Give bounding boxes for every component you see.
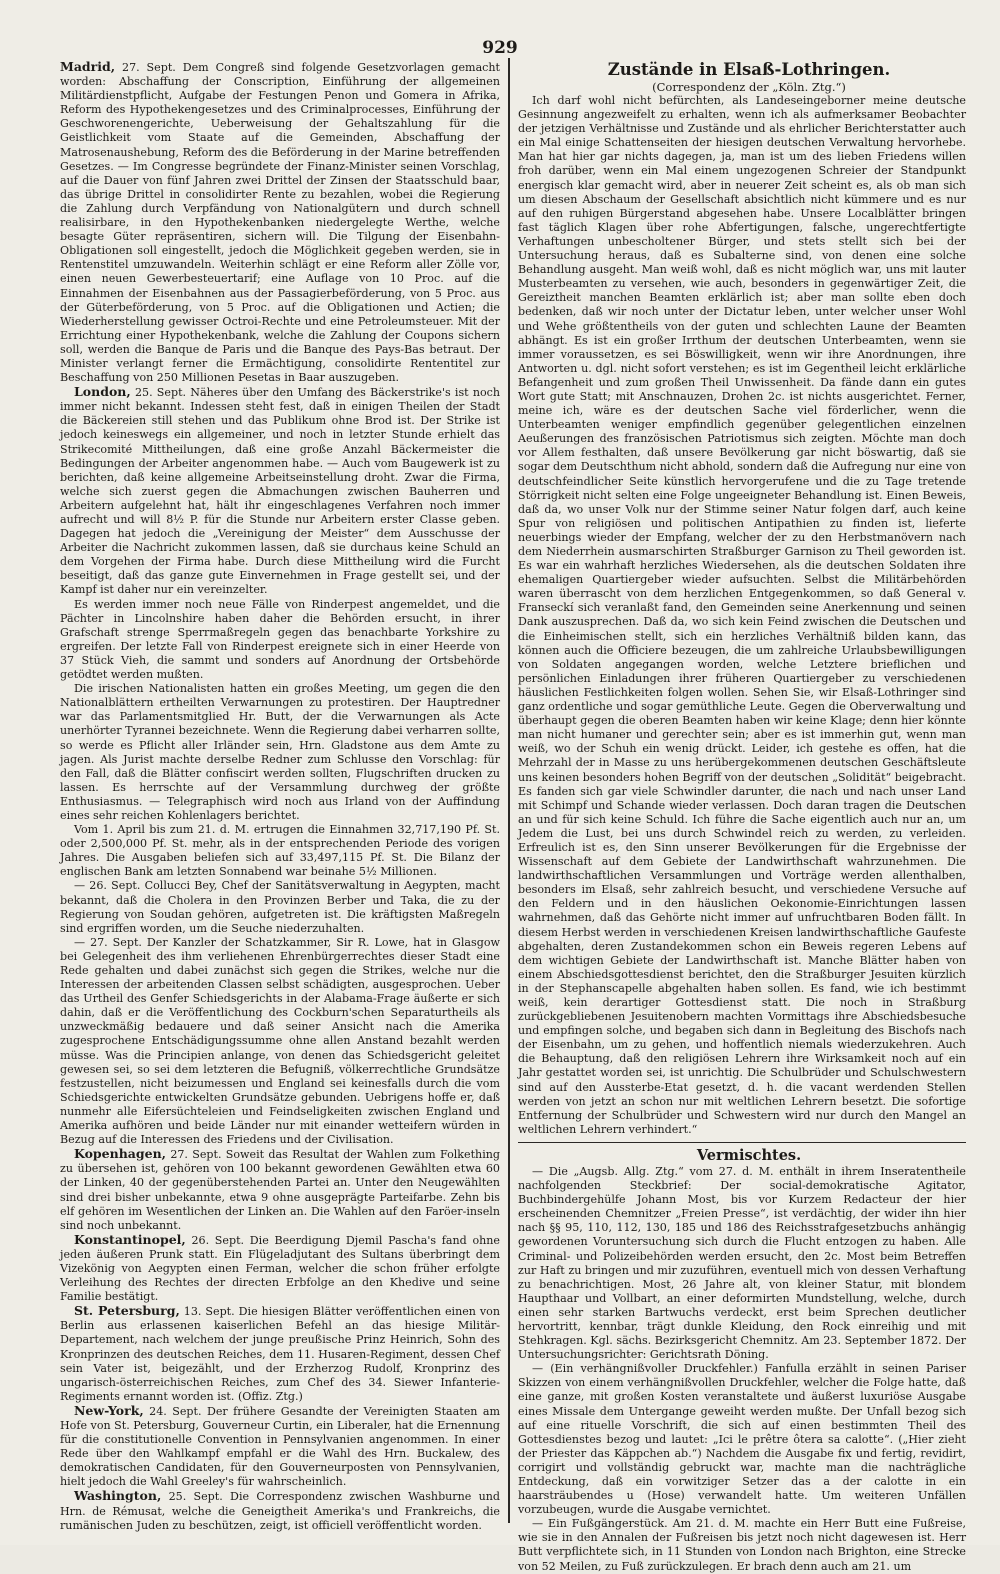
article-madrid-text: 27. Sept. Dem Congreß sind folgende Gesetzvorlagen gemacht worden: Abschaffung der Conscription, Einführung der allgemeinen Militärdienstpflicht, Aufgabe der Festungen Penon und Gomera in Afrika, Reform des Hypothekengesetzes und des Criminalprocesses, Einführung der Geschworenengerichte, Ueberweisung der Gehaltszahlung für die Geistlichkeit vom Staate auf die Gemeinden, Abschaffung der Matrosenaushebung, Reform des die Beförderung in der Marine betreffenden Gesetzes. — Im Congresse begründete der Finanz-Minister seinen Vorschlag, auf die Dauer von fünf Jahren zwei Drittel der Zinsen der Staatsschuld baar, das übrige Drittel in consolidirter Rente zu bezahlen, wobei die Regierung die Zahlung durch Verpfändung von Nationalgütern und durch schnell realisirbare, in den Hypothekenbanken niedergelegte Werthe, welche besagte Güter repräsentiren, sichern will. Die Tilgung der Eisenbahn-Obligationen soll eingestellt, jedoch die Möglichkeit gegeben werden, sie in Rentenstitel umzuwandeln. Weiterhin schlägt er eine Reform aller Zölle vor, einen neuen Gewerbesteuertarif; eine Auflage von 10 Proc. auf die Einnahmen der Eisenbahnen aus der Passagierbeförderung, von 5 Proc. aus der Güterbeförderung, von 5 Proc. auf die Obligationen und Actien; die Wiederherstellung gewisser Octroi-Rechte und eine Petroleumsteuer. Mit der Errichtung einer Hypothekenbank, welche die Zahlung der Coupons sichern soll, werden die Banque de Paris und die Banque des Pays-Bas betraut. Der Minister verlangt ferner die Ermächtigung, consolidirte Rententitel zur Beschaffung von 250 Millionen Pesetas in Baar auszugeben. [60, 61, 500, 385]
dateline-washington: Washington, [74, 1488, 162, 1504]
dateline-kopenhagen: Kopenhagen, [74, 1146, 167, 1162]
misc-item-druckfehler: — (Ein verhängnißvoller Druckfehler.) Fanfulla erzählt in seinen Pariser Skizzen von einem verhängnißvollen Druckfehler, welcher die Folge hatte, daß eine ganze, mit großen Kosten veranstaltete und äußerst luxuriöse Ausgabe eines Missale dem Untergange geweiht werden mußte. Der Unfall bezog sich auf eine rituelle Vorschrift, die sich auf einen bestimmten Theil des Gottesdienstes bezog und lautet: „Ici le prêtre ôtera sa calotte“. („Hier zieht der Priester das Käppchen ab.“) Nachdem die Ausgabe fix und fertig, revidirt, corrigirt und vollständig gebruckt war, machte man die nachträgliche Entdeckung, daß ein vorwitziger Setzer das a der calotte in ein haarsträubendes u (Hose) verwandelt hatte. Um weiteren Unfällen vorzubeugen, wurde die Ausgabe vernichtet. [518, 1362, 966, 1517]
article-kopenhagen [60, 1147, 500, 1233]
article-petersburg [60, 1304, 500, 1404]
column-divider [508, 58, 510, 1523]
article-washington-text: 25. Sept. Die Correspondenz zwischen Washburne und Hrn. de Rémusat, welche die Geneigtheit Amerika's und Frankreichs, die rumänischen Juden zu beschützen, zeigt, ist officiell veröffentlicht worden. [60, 1490, 500, 1532]
misc-item-fussgaenger: — Ein Fußgängerstück. Am 21. d. M. machte ein Herr Butt eine Fußreise, wie sie in den Annalen der Fußreisen bis jetzt noch nicht dagewesen ist. Herr Butt verpflichtete sich, in 11 Stunden von London nach Brighton, eine Strecke von 52 Meilen, zu Fuß zurückzulegen. Er brach denn auch am 21. um [518, 1517, 966, 1573]
article-newyork [60, 1404, 500, 1490]
article-london-p2: Es werden immer noch neue Fälle von Rinderpest angemeldet, und die Pächter in Lincolnshire haben daher die Behörden ersucht, in ihrer Grafschaft strenge Sperrmaßregeln gegen das benachbarte Yorkshire zu ergreifen. Der letzte Fall von Rinderpest ereignete sich in einer Heerde von 37 Stück Vieh, die sammt und sonders auf Anordnung der Ortsbehörde getödtet werden mußten. [60, 597, 500, 682]
article-elsass-body: Ich darf wohl nicht befürchten, als Landeseingeborner meine deutsche Gesinnung angezweifelt zu erhalten, wenn ich als aufmerksamer Beobachter der jetzigen Verhältnisse und Zustände und als ehrlicher Berichterstatter auch ein Mal einige Schattenseiten der hiesigen deutschen Verwaltung hervorhebe. Man hat hier gar nichts dagegen, ja, man ist um des lieben Friedens willen froh darüber, wenn ein Mal einem ungezogenen Schreier der Standpunkt energisch klar gemacht wird, aber in neuerer Zeit scheint es, als ob man sich um diesen Abschaum der Gesellschaft absichtlich nicht kümmere und es nur auf den ruhigen Bürgerstand abgesehen habe. Unsere Localblätter bringen fast täglich Klagen über rohe Abfertigungen, falsche, ungerechtfertigte Verhaftungen unbescholtener Bürger, und stets stellt sich bei der Untersuchung heraus, daß es Subalterne sind, von denen eine solche Behandlung ausgeht. Man weiß wohl, daß es nicht möglich war, uns mit lauter Musterbeamten zu versehen, wie auch, besonders in gegenwärtiger Zeit, die Gereiztheit manchen Beamten erklärlich ist; aber man sollte eben doch bedenken, daß wir noch unter der Dictatur leben, unter welcher unser Wohl und Wehe größtentheils von der guten und schlechten Laune der Beamten abhängt. Es ist ein großer Irrthum der deutschen Unterbeamten, wenn sie immer voraussetzen, es sei Böswilligkeit, wenn wir ihre Anordnungen, ihre Antworten u. dgl. nicht sofort verstehen; es ist im Gegentheil leicht erklärliche Befangenheit und zum großen Theil Unwissenheit. Da fände dann ein gutes Wort gute Statt; mit Anschnauzen, Drohen 2c. ist nichts ausgerichtet. Ferner, meine ich, wäre es der deutschen Sache viel förderlicher, wenn die Unterbeamten weniger empfindlich gegenüber gelegentlichen einzelnen Aeußerungen des französischen Patriotismus sich zeigten. Möchte man doch vor Allem festhalten, daß unsere Bevölkerung gar nicht böswartig, daß sie sogar dem Deutschthum nicht abhold, sondern daß die Aufregung nur eine von deutschfeindlicher Seite künstlich hervorgerufene und die zu Tage tretende Störrigkeit nicht selten eine Folge ungeeigneter Behandlung ist. Einen Beweis, daß da, wo unser Volk nur der Stimme seiner Natur folgen darf, auch keine Spur von religiösen und politischen Antipathien zu finden ist, lieferte neuerbings wieder der Empfang, welcher der zu den Herbstmanövern nach dem Niederrhein ausmarschirten Straßburger Garnison zu Theil geworden ist. Es war ein wahrhaft herzliches Wiedersehen, als die deutschen Soldaten ihre ehemaligen Quartiergeber wieder aufsuchten. Selbst die Militärbehörden waren überrascht von dem herzlichen Entgegenkommen, so daß General v. Franseckí sich veranlaßt fand, den Gemeinden seine Anerkennung und seinen Dank auszusprechen. Daß da, wo sich kein Feind zwischen die Deutschen und die Einheimischen stellt, sich ein herzliches Verhältniß bilden kann, das können auch die Officiere bezeugen, die um zahlreiche Urlaubsbewilligungen von Soldaten angegangen worden, welche Letztere brieflichen und persönlichen Einladungen ihrer früheren Quartiergeber zu verschiedenen häuslichen Festlichkeiten folgen wollen. Sehen Sie, wir Elsaß-Lothringer sind ganz ordentliche und sogar gemüthliche Leute. Gegen die Oberverwaltung und überhaupt gegen die oberen Beamten haben wir keine Klage; denn hier könnte man nicht humaner und gerechter sein; aber es ist immerhin gut, wenn man weiß, wo der Schuh ein wenig drückt. Leider, ich gestehe es offen, hat die Mehrzahl der in Masse zu uns herübergekommenen deutschen Geschäftsleute uns keinen besonders hohen Begriff von der deutschen „Solidität“ beigebracht. Es fanden sich gar viele Schwindler darunter, die nach und nach unser Land mit Schimpf und Schande wieder verlassen. Doch daran tragen die Deutschen an und für sich keine Schuld. Ich führe die Sache eigentlich auch nur an, um Jedem die Lust, bei uns durch Schwindel reich zu werden, zu verleiden. Erfreulich ist es, den Sinn unserer Bevölkerungen für die Ergebnisse der Wissenschaft auf dem Gebiete der Landwirthschaft wahrzunehmen. Die landwirthschaftlichen Versammlungen und Vorträge werden allenthalben, besonders im Elsaß, sehr zahlreich besucht, und verschiedene Versuche auf den Feldern und in den häuslichen Oekonomie-Einrichtungen lassen wahrnehmen, daß das Gehörte nicht immer auf unfruchtbaren Boden fällt. In diesem Herbst werden in verschiedenen Kreisen landwirthschaftliche Gaufeste abgehalten, deren Zustandekommen schon ein Beweis regeren Lebens auf dem wichtigen Gebiete der Landwirthschaft ist. Manche Blätter haben von einem Abschiedsgottesdienst berichtet, den die Straßburger Jesuiten kürzlich in der Stephanscapelle abgehalten haben sollen. Es fand, wie ich bestimmt weiß, kein derartiger Gottesdienst statt. Die noch in Straßburg zurückgebliebenen Jesuitenobern machten Vormittags ihre Abschiedsbesuche und empfingen solche, und begaben sich dann in Begleitung des Bischofs nach der Eisenbahn, um zu gehen, und hoffentlich niemals wiederzukehren. Auch die Behauptung, daß den religiösen Lehrern ihre Wirksamkeit noch auf ein Jahr gestattet worden sei, ist unrichtig. Die Schulbrüder und Schulschwestern sind auf den Aussterbe-Etat gesetzt, d. h. die vacant werdenden Stellen werden von jetzt an schon nur mit weltlichen Lehrern besetzt. Die sofortige Entfernung der Schulbrüder und Schwestern wird nur durch den Mangel an weltlichen Lehrern verhindert.“ [518, 94, 966, 1136]
article-washington [60, 1489, 500, 1532]
dateline-newyork: New-York, [74, 1402, 144, 1418]
page-number: 929 [482, 38, 518, 58]
dateline-konstantinopel: Konstantinopel, [74, 1231, 186, 1247]
article-london-p1: 25. Sept. Näheres über den Umfang des Bäckerstrike's ist noch immer nicht bekannt. Indessen steht fest, daß in einigen Theilen der Stadt die Bäckereien still stehen und das Publikum ohne Brod ist. Der Strike ist jedoch keineswegs ein allgemeiner, und noch in letzter Stunde erhielt das Strikecomité Mittheilungen, daß eine große Anzahl Bäckermeister die Bedingungen der Arbeiter angenommen habe. — Auch vom Baugewerk ist zu berichten, daß keine allgemeine Arbeitseinstellung droht. Zwar die Firma, welche sich zuerst gegen die Abmachungen zwischen Bauherren und Arbeitern aufgelehnt hat, hält ihr eingeschlagenes Verfahren noch immer aufrecht und will 8½ P. für die Stunde nur Arbeitern erster Classe geben. Dagegen hat jedoch die „Vereinigung der Meister“ dem Ausschusse der Arbeiter die Nachricht zukommen lassen, daß sie durchaus keine Schuld an dem Vorgehen der Firma habe. Durch diese Mittheilung wird die Furcht beseitigt, daß das ganze gute Einvernehmen in Frage gestellt sei, und der Kampf ist daher nur ein vereinzelter. [60, 386, 500, 597]
article-madrid [60, 60, 500, 385]
section-heading: Vermischtes. [696, 1146, 802, 1164]
article-london-p6: — 27. Sept. Der Kanzler der Schatzkammer, Sir R. Lowe, hat in Glasgow bei Gelegenheit des ihm verliehenen Ehrenbürgerrechtes dieser Stadt eine Rede gehalten und dabei zunächst sich gegen die Strikes, welche nur die Interessen der arbeitenden Classen selbst schädigten, ausgesprochen. Ueber das Urtheil des Genfer Schiedsgerichts in der Alabama-Frage äußerte er sich dahin, daß er die Veröffentlichung des Cockburn'schen Separaturtheils als unzweckmäßig bedauere und daß seiner Ansicht nach die Amerika zugesprochene Entschädigungssumme ohne allen Anstand bezahlt werden müsse. Was die Principien anlange, von denen das Schiedsgericht geleitet gewesen sei, so sei dem letzteren die Befugniß, völkerrechtliche Grundsätze festzustellen, nicht beizumessen und England sei keinesfalls durch die vom Schiedsgerichte entwickelten Grundsätze gebunden. Uebrigens hoffe er, daß nunmehr alle Eifersüchteleien und Feindseligkeiten zwischen England und Amerika aufhören und beide Länder nur mit einander wetteifern würden in Bezug auf die Interessen des Friedens und der Civilisation. [60, 935, 500, 1147]
article-konstantinopel [60, 1233, 500, 1304]
left-column [60, 60, 500, 1530]
dateline-petersburg: St. Petersburg, [74, 1303, 180, 1319]
article-headline: Zustände in Elsaß-Lothringen. [607, 60, 891, 79]
article-london-p3: Die irischen Nationalisten hatten ein großes Meeting, um gegen die den Nationalblättern ertheilten Verwarnungen zu protestiren. Der Hauptredner war das Parlamentsmitglied Hr. Butt, der die Verwarnungen als Acte unerhörter Tyrannei bezeichnete. Wenn die Regierung dabei verharren sollte, so werde es Pflicht aller Irländer sein, Hrn. Gladstone aus dem Amte zu jagen. Als Jurist machte derselbe Redner zum Schlusse den Vorschlag: für den Fall, daß die Blätter confiscirt werden sollten, Flugschriften drucken zu lassen. Es herrschte auf der Versammlung durchweg der größte Enthusiasmus. — Telegraphisch wird noch aus Irland von der Auffindung eines sehr reichen Kohlenlagers berichtet. [60, 682, 500, 822]
article-petersburg-text: 13. Sept. Die hiesigen Blätter veröffentlichen einen von Berlin aus erlassenen kaiserlichen Befehl an das hiesige Militär-Departement, nach welchem der junge preußische Prinz Heinrich, Sohn des Kronprinzen des deutschen Reiches, dem 11. Husaren-Regiment, dessen Chef sein Vater ist, beigezählt, und der Erzherzog Rudolf, Kronprinz des ungarisch-österreichischen Reiches, zum Chef des 34. Siewer Infanterie-Regiments ernannt worden ist. (Offiz. Ztg.) [60, 1305, 500, 1403]
article-newyork-text: 24. Sept. Der frühere Gesandte der Vereinigten Staaten am Hofe von St. Petersburg, Gouverneur Curtin, ein Liberaler, hat die Ernennung für die constitutionelle Convention in Pennsylvanien angenommen. In einer Rede über den Wahlkampf empfahl er die Wahl des Hrn. Buckalew, des demokratischen Candidaten, für den Gouverneurposten von Pennsylvanien, hielt jedoch die Wahl Greeley's für wahrscheinlich. [60, 1404, 500, 1489]
dateline-london: London, [74, 384, 131, 400]
misc-item-steckbrief: — Die „Augsb. Allg. Ztg.“ vom 27. d. M. enthält in ihrem Inseratentheile nachfolgenden Steckbrief: Der social-demokratische Agitator, Buchbindergehülfe Johann Most, bis vor Kurzem Redacteur der hier erscheinenden Chemnitzer „Freien Presse“, ist verdächtig, der wider ihn hier nach §§ 95, 110, 112, 130, 185 und 186 des Reichsstrafgesetzbuchs anhängig gewordenen Voruntersuchung sich durch die Flucht entzogen zu haben. Alle Criminal- und Polizeibehörden werden ersucht, den 2c. Most beim Betreffen zur Haft zu bringen und mir zuzuführen, eventuell mich von dessen Verhaftung zu benachrichtigen. Most, 26 Jahre alt, von kleiner Statur, mit blondem Haupthaar und Vollbart, an einer deformirten Mundstellung, welche, durch einen sehr starken Bartwuchs verdeckt, erst beim Sprechen deutlicher hervortritt, kennbar, trägt dunkle Kleidung, den Rock einreihig und mit Stehkragen. Kgl. sächs. Bezirksgericht Chemnitz. Am 23. September 1872. Der Untersuchungsrichter: Gerichtsrath Döning. [518, 1164, 966, 1362]
article-london [60, 385, 500, 597]
article-kopenhagen-text: 27. Sept. Soweit das Resultat der Wahlen zum Folkething zu übersehen ist, gehören von 100 bekannt gewordenen Gewählten etwa 60 der Linken, 40 der gegenüberstehenden Partei an. Unter den Neugewählten sind drei bisher unbekannte, etwa 9 ohne ausgeprägte Parteifarbe. Zehn bis elf gehören im Wesentlichen der Linken an. Die Wahlen auf den Faröer-inseln sind noch unbekannt. [60, 1148, 500, 1232]
article-konstantinopel-text: 26. Sept. Die Beerdigung Djemil Pascha's fand ohne jeden äußeren Prunk statt. Ein Flügeladjutant des Sultans überbringt dem Vizekönig von Aegypten einen Ferman, welcher die schon früher erfolgte Verleihung des Rechtes der directen Erbfolge an den Khedive und seine Familie bestätigt. [60, 1233, 500, 1304]
article-source: (Correspondenz der „Köln. Ztg.“) [652, 80, 846, 94]
article-london-p5: — 26. Sept. Collucci Bey, Chef der Sanitätsverwaltung in Aegypten, macht bekannt, daß die Cholera in den Provinzen Berber und Taka, die zu der Regierung von Soudan gehören, aufgetreten ist. Die kräftigsten Maßregeln sind ergriffen worden, um die Seuche niederzuhalten. [60, 879, 500, 935]
section-divider [518, 1142, 966, 1143]
dateline-madrid: Madrid, [60, 59, 116, 74]
article-london-p4: Vom 1. April bis zum 21. d. M. ertrugen die Einnahmen 32,717,190 Pf. St. oder 2,500,000 Pf. St. mehr, als in der entsprechenden Periode des vorigen Jahres. Die Ausgaben beliefen sich auf 33,497,115 Pf. St. Die Bilanz der englischen Bank am letzten Sonnabend war beinahe 5½ Millionen. [60, 823, 500, 879]
right-column [518, 60, 966, 1573]
